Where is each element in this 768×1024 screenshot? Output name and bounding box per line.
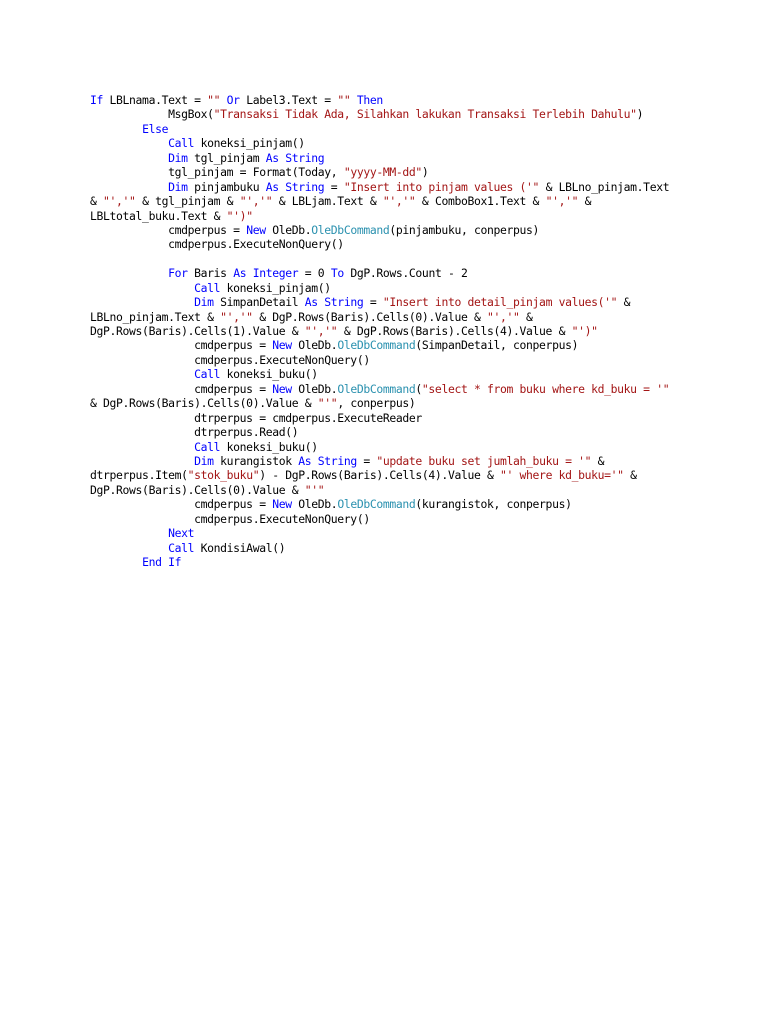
code-line — [90, 237, 710, 251]
code-token-string: "')" — [571, 324, 598, 338]
code-line — [90, 223, 710, 237]
code-line — [90, 440, 710, 454]
code-token-keyword: Call — [168, 540, 195, 555]
code-token-keyword: As — [265, 150, 279, 165]
code-token-keyword: Call — [194, 367, 221, 382]
code-token-plain: ( — [415, 381, 422, 396]
code-token-string: "','" — [304, 324, 338, 338]
code-token-keyword: If — [168, 555, 182, 569]
code-indent — [90, 512, 194, 526]
code-token-plain: cmdperpus = — [194, 381, 273, 396]
code-token-string: "Insert into pinjam values ('" — [343, 179, 540, 194]
code-token-plain: Baris — [187, 266, 234, 281]
code-token-plain: & — [519, 309, 533, 324]
code-indent — [90, 541, 168, 555]
code-line — [90, 151, 710, 165]
code-indent — [90, 382, 194, 396]
code-indent — [90, 440, 194, 454]
code-token-keyword: String — [285, 179, 325, 194]
code-line — [90, 526, 710, 540]
code-indent — [90, 411, 194, 425]
code-token-keyword: Or — [226, 93, 240, 107]
code-token-keyword: String — [317, 453, 357, 468]
code-token-keyword: New — [272, 497, 292, 512]
code-token-type: OleDbCommand — [311, 222, 390, 237]
code-token-keyword: String — [324, 295, 364, 310]
code-indent — [90, 151, 168, 165]
code-token-plain: & ComboBox1.Text & — [415, 194, 546, 209]
code-token-plain: dtrperpus.Item( — [90, 468, 188, 483]
code-line — [90, 396, 710, 410]
code-token-plain: cmdperpus = — [194, 497, 273, 512]
code-token-plain: OleDb. — [291, 497, 338, 512]
code-line — [90, 555, 710, 569]
code-line — [90, 468, 710, 482]
code-line — [90, 497, 710, 511]
code-token-plain: koneksi_buku() — [220, 439, 318, 454]
code-token-keyword: Then — [356, 93, 383, 107]
code-token-keyword: New — [272, 381, 292, 396]
code-line — [90, 310, 710, 324]
code-token-plain: cmdperpus.ExecuteNonQuery() — [194, 511, 370, 526]
code-line — [90, 382, 710, 396]
code-indent — [90, 107, 168, 121]
code-line — [90, 281, 710, 295]
code-token-plain: DgP.Rows(Baris).Cells(0).Value & — [90, 482, 305, 497]
code-indent — [90, 353, 194, 367]
code-token-keyword: Call — [194, 439, 221, 454]
code-token-keyword: End — [142, 555, 162, 569]
code-token-keyword: As — [233, 266, 247, 281]
code-token-string: "yyyy-MM-dd" — [343, 165, 422, 180]
code-token-plain: = 0 — [298, 266, 331, 281]
code-token-plain: DgP.Rows.Count - 2 — [343, 266, 468, 281]
code-token-plain: tgl_pinjam = Format(Today, — [168, 165, 344, 180]
code-token-string: "'" — [317, 396, 338, 411]
code-indent — [90, 425, 194, 439]
code-indent — [90, 180, 168, 194]
code-token-string: "','" — [103, 194, 136, 209]
code-indent — [90, 338, 194, 352]
code-line — [90, 541, 710, 555]
code-token-plain: OleDb. — [265, 222, 312, 237]
code-line — [90, 252, 710, 266]
code-token-plain: cmdperpus = — [194, 338, 273, 353]
code-token-plain: & LBLjam.Text & — [272, 194, 383, 209]
code-token-type: OleDbCommand — [337, 338, 416, 353]
code-token-plain: koneksi_pinjam() — [194, 136, 305, 151]
code-token-plain: , conperpus) — [337, 396, 416, 411]
code-line — [90, 411, 710, 425]
code-token-string: "select * from buku where kd_buku = '" — [421, 381, 670, 396]
code-token-string: "" — [207, 93, 221, 107]
code-indent — [90, 526, 168, 540]
code-token-plain: ) - DgP.Rows(Baris).Cells(4).Value & — [259, 468, 501, 483]
code-token-plain: OleDb. — [291, 338, 338, 353]
code-indent — [90, 295, 194, 309]
code-line — [90, 338, 710, 352]
code-token-string: "','" — [239, 194, 273, 209]
code-indent — [90, 136, 168, 150]
code-token-keyword: Dim — [194, 453, 214, 468]
code-line — [90, 367, 710, 381]
code-line — [90, 122, 710, 136]
code-token-plain: LBLnama.Text = — [103, 93, 208, 107]
code-token-keyword: As — [265, 179, 279, 194]
code-indent — [90, 555, 142, 569]
code-token-plain: OleDb. — [291, 381, 338, 396]
code-token-plain: MsgBox( — [168, 107, 214, 122]
code-token-keyword: Dim — [194, 295, 214, 310]
code-token-keyword: As — [304, 295, 318, 310]
code-token-plain: = — [356, 453, 377, 468]
code-token-plain: KondisiAwal() — [194, 540, 286, 555]
code-indent — [90, 122, 142, 136]
code-token-plain: & DgP.Rows(Baris).Cells(4).Value & — [337, 324, 572, 338]
code-token-string: "')" — [226, 208, 253, 223]
code-token-plain: = — [363, 295, 383, 310]
code-line — [90, 209, 710, 223]
code-line — [90, 512, 710, 526]
code-token-plain: & — [90, 194, 104, 209]
code-line — [90, 483, 710, 497]
code-line — [90, 353, 710, 367]
code-line — [90, 454, 710, 468]
code-token-plain: koneksi_pinjam() — [220, 280, 331, 295]
code-token-keyword: New — [272, 338, 292, 353]
code-token-plain: cmdperpus.ExecuteNonQuery() — [194, 352, 370, 367]
code-indent — [90, 367, 194, 381]
code-document — [90, 93, 710, 569]
code-token-plain: DgP.Rows(Baris).Cells(1).Value & — [90, 324, 305, 338]
code-token-plain: kurangistok — [213, 453, 299, 468]
code-line — [90, 165, 710, 179]
code-token-keyword: Integer — [252, 266, 299, 281]
code-token-keyword: To — [330, 266, 344, 281]
code-token-string: "','" — [486, 309, 520, 324]
code-token-plain: & tgl_pinjam & — [135, 194, 240, 209]
code-token-string: "','" — [220, 309, 253, 324]
code-token-keyword: If — [90, 93, 104, 107]
code-token-keyword: Call — [168, 136, 195, 151]
code-indent — [90, 497, 194, 511]
code-token-plain: pinjambuku — [187, 179, 266, 194]
code-token-plain: koneksi_buku() — [220, 367, 318, 382]
code-token-keyword: Else — [142, 121, 169, 136]
code-token-plain: LBLno_pinjam.Text & — [90, 309, 221, 324]
code-token-plain: & DgP.Rows(Baris).Cells(0).Value & — [252, 309, 487, 324]
code-line — [90, 425, 710, 439]
code-token-string: "' where kd_buku='" — [500, 468, 624, 483]
code-token-plain: SimpanDetail — [213, 295, 305, 310]
code-token-plain: = — [324, 179, 344, 194]
code-token-plain: & DgP.Rows(Baris).Cells(0).Value & — [90, 396, 318, 411]
code-line — [90, 93, 710, 107]
code-token-plain: tgl_pinjam — [187, 150, 266, 165]
code-indent — [90, 454, 194, 468]
code-line — [90, 136, 710, 150]
code-line — [90, 324, 710, 338]
code-token-plain: & — [591, 453, 605, 468]
code-token-type: OleDbCommand — [337, 497, 416, 512]
code-token-keyword: Next — [168, 526, 195, 541]
code-token-string: "'" — [304, 482, 325, 497]
code-line — [90, 266, 710, 280]
code-token-plain: ) — [421, 165, 429, 180]
code-token-plain: dtrperpus = cmdperpus.ExecuteReader — [194, 410, 422, 425]
code-token-plain: Label3.Text = — [239, 93, 338, 107]
code-token-string: "" — [337, 93, 351, 107]
code-indent — [90, 237, 168, 251]
code-indent — [90, 223, 168, 237]
code-token-plain: & — [578, 194, 592, 209]
code-token-keyword: String — [285, 150, 325, 165]
code-token-keyword: Dim — [168, 150, 188, 165]
code-token-string: "','" — [545, 194, 579, 209]
code-token-keyword: Dim — [168, 179, 188, 194]
code-indent — [90, 266, 168, 280]
code-token-string: "','" — [382, 194, 416, 209]
code-indent — [90, 281, 194, 295]
code-token-string: "Insert into detail_pinjam values('" — [382, 295, 618, 310]
code-token-string: "update buku set jumlah_buku = '" — [376, 453, 592, 468]
code-token-plain: dtrperpus.Read() — [194, 425, 299, 440]
code-token-type: OleDbCommand — [337, 381, 416, 396]
code-token-plain: (SimpanDetail, conperpus) — [415, 338, 579, 353]
code-token-plain: ) — [636, 107, 644, 122]
code-line — [90, 194, 710, 208]
code-line — [90, 295, 710, 309]
code-token-keyword: Call — [194, 280, 221, 295]
code-token-plain: cmdperpus.ExecuteNonQuery() — [168, 237, 344, 252]
code-token-plain: cmdperpus = — [168, 222, 247, 237]
code-token-plain: & — [623, 468, 637, 483]
code-token-string: "Transaksi Tidak Ada, Silahkan lakukan Transaksi Terlebih Dahulu" — [213, 107, 637, 122]
code-token-keyword: As — [298, 453, 312, 468]
code-token-plain: LBLtotal_buku.Text & — [90, 208, 227, 223]
code-token-plain: & LBLno_pinjam.Text — [539, 179, 670, 194]
code-token-plain: (kurangistok, conperpus) — [415, 497, 572, 512]
code-token-string: "stok_buku" — [187, 468, 260, 483]
code-line — [90, 180, 710, 194]
code-token-keyword: New — [246, 222, 266, 237]
code-line — [90, 107, 710, 121]
code-token-plain: & — [617, 295, 631, 310]
code-token-keyword: For — [168, 266, 188, 281]
code-indent — [90, 165, 168, 179]
code-token-plain: (pinjambuku, conperpus) — [389, 222, 540, 237]
